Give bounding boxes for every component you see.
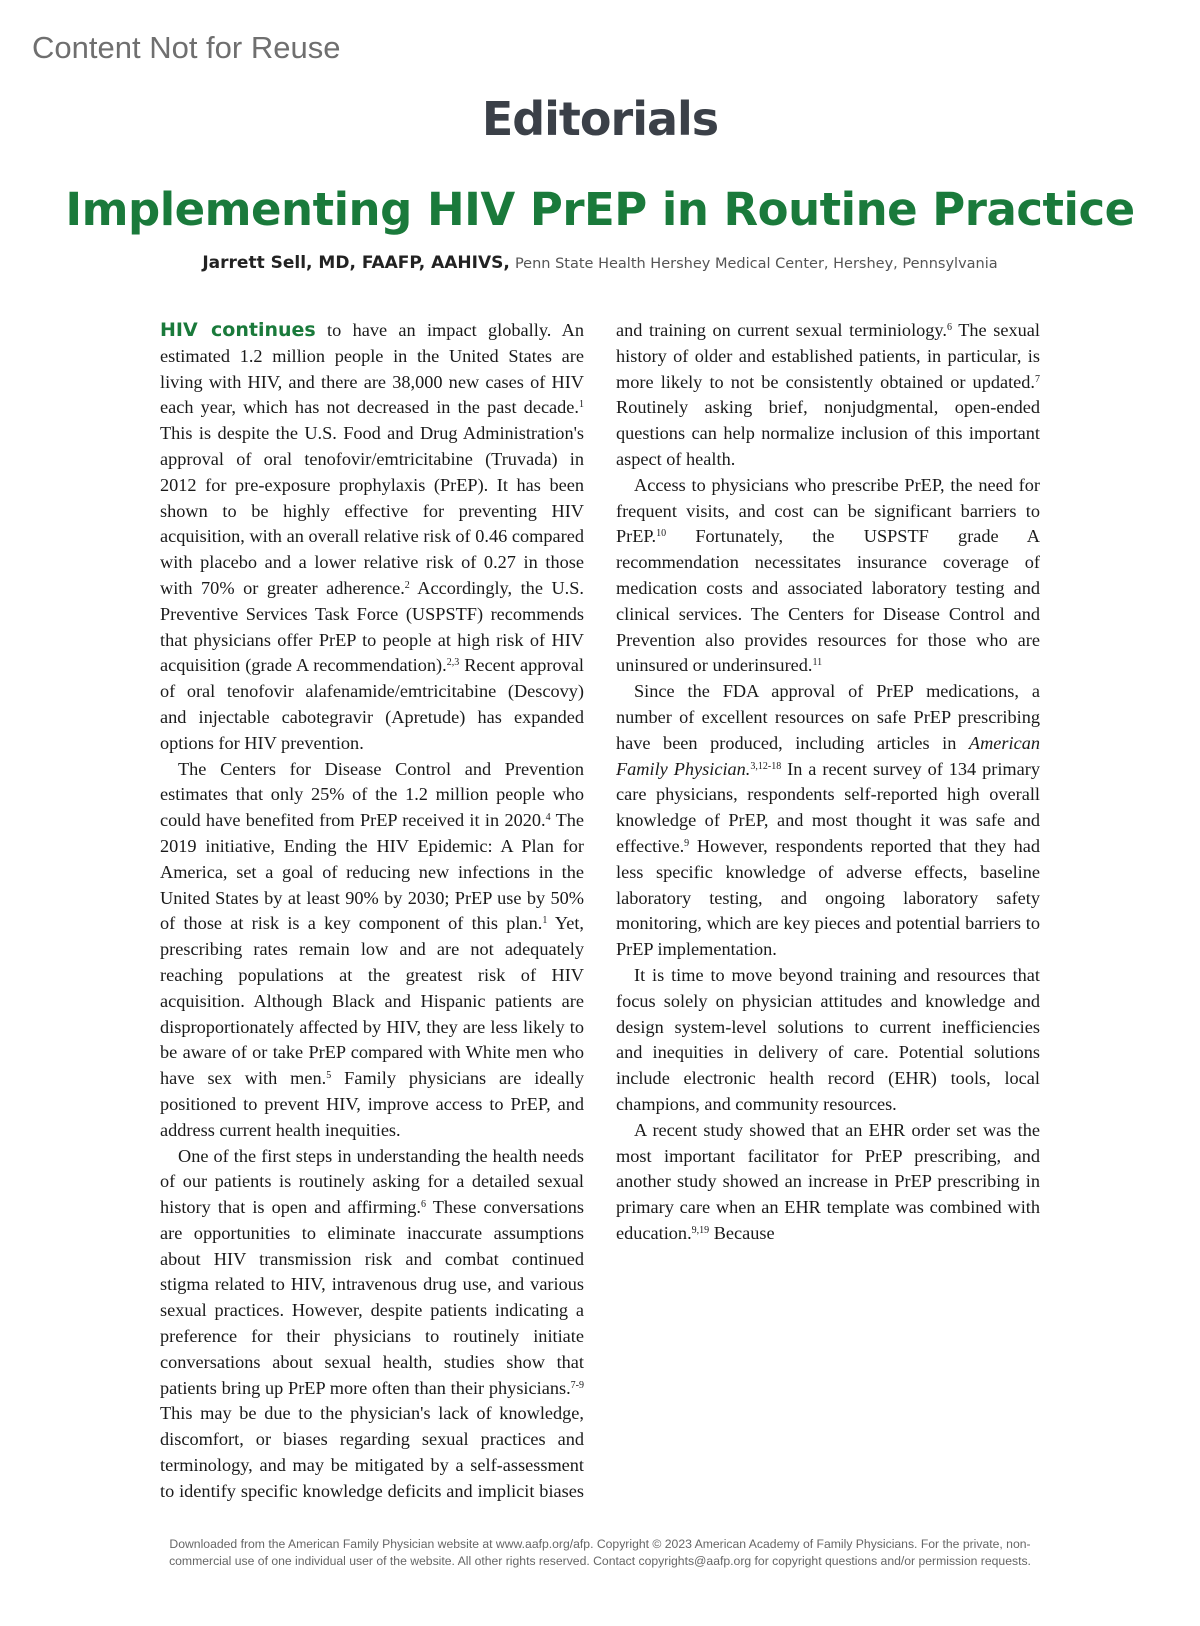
- text-run: A recent study showed that an EHR order set was the most important facilitator for PrEP prescribing, and another study showed an increase in PrEP prescribing in primary care when an EHR template was combined with education.: [616, 1119, 1040, 1243]
- citation: 10: [656, 528, 667, 540]
- citation: 1: [542, 915, 548, 927]
- text-run: It is time to move beyond training and resources that focus solely on physician attitudes and knowledge and design system-level solutions to current inefficiencies and inequities in delivery of care. Potential solutions include electronic health record (EHR) tools, local champions, and community resources.: [616, 964, 1040, 1114]
- paragraph: [160, 757, 584, 1144]
- paragraph: [616, 963, 1040, 1118]
- citation: 6: [946, 322, 952, 333]
- citation: 2,3: [446, 657, 460, 669]
- footer-line: Downloaded from the American Family Physician website at www.aafp.org/afp. Copyright © 2023 American Academy of Family Physicians. For the private, non-: [169, 1537, 1031, 1551]
- text-run: Access to physicians who prescribe PrEP, the need for frequent visits, and cost can be significant barriers to PrEP.: [616, 474, 1040, 547]
- article-title: Implementing HIV PrEP in Routine Practice: [65, 183, 1135, 236]
- citation: 3,12-18: [750, 760, 782, 772]
- lead-in: HIV continues: [160, 319, 316, 341]
- citation: 7-9: [570, 1379, 584, 1391]
- citation: 1: [579, 399, 584, 411]
- text-run: This may be due to the physician's lack of knowledge, discomfort, or biases regarding sexual practices and terminology, and may be mitigated by a self-assessment to identify specific knowledge deficits and implicit biases and training on current sexual terminiology.: [160, 320, 947, 1501]
- text-run: These conversations are opportunities to eliminate inaccurate assumptions about HIV transmission risk and combat continued stigma related to HIV, intravenous drug use, and various sexual practices. However, despite patients indicating a preference for their physicians to routinely initiate conversations about sexual health, studies show that patients bring up PrEP more often than their physicians.: [160, 1197, 584, 1398]
- text-run: Recent approval of oral tenofovir alafenamide/emtricitabine (Descovy) and injectable cabotegravir (Apretude) has expanded options for HIV prevention.: [160, 655, 584, 753]
- author-affiliation: Penn State Health Hershey Medical Center, Hershey, Pennsylvania: [514, 256, 998, 272]
- text-run: This is despite the U.S. Food and Drug Administration's approval of oral tenofovir/emtricitabine (Truvada) in 2012 for pre-exposure prophylaxis (PrEP). It has been shown to be highly effective for preventing HIV acquisition, with an overall relative risk of 0.46 compared with placebo and a lower relative risk of 0.27 in those with 70% or greater adherence.: [160, 423, 584, 598]
- citation: 5: [326, 1070, 332, 1082]
- text-run: to have an impact globally. An estimated 1.2 million people in the United States are living with HIV, and there are 38,000 new cases of HIV each year, which has not decreased in the past decade.: [160, 320, 584, 418]
- text-run: In a recent survey of 134 primary care physicians, respondents self-reported high overall knowledge of PrEP, and most thought it was safe and effective.: [616, 758, 1040, 856]
- byline: [0, 253, 1200, 273]
- text-run: However, respondents reported that they had less specific knowledge of adverse effects, baseline laboratory testing, and ongoing laboratory safety monitoring, which are key pieces and potential barriers to PrEP implementation.: [616, 835, 1040, 960]
- text-run: Since the FDA approval of PrEP medications, a number of excellent resources on safe PrEP prescribing have been produced, including articles in: [616, 681, 1040, 753]
- text-run: The sexual history of older and established patients, in particular, is more likely to not be consistently obtained or updated.: [616, 320, 1040, 392]
- journal-name: American Family Physician.: [616, 732, 1040, 779]
- paragraph: [616, 679, 1040, 963]
- text-run: Fortunately, the USPSTF grade A recommendation necessitates insurance coverage of medication costs and associated laboratory testing and clinical services. The Centers for Disease Control and Prevention also provides resources for those who are uninsured or underinsured.: [616, 526, 1040, 676]
- article-body: [160, 318, 1040, 1518]
- citation: 9,19: [691, 1224, 710, 1236]
- paragraph: [616, 473, 1040, 679]
- citation: 7: [1035, 373, 1040, 385]
- author-name: Jarrett Sell, MD, FAAFP, AAHIVS,: [202, 253, 510, 273]
- text-run: Yet, prescribing rates remain low and are not adequately reaching populations at the greatest risk of HIV acquisition. Although Black and Hispanic patients are disproportionately affected by HIV, they are less likely to be aware of or take PrEP compared with White men who have sex with men.: [160, 913, 584, 1089]
- text-run: Accordingly, the U.S. Preventive Services Task Force (USPSTF) recommends that physicians offer PrEP to people at high risk of HIV acquisition (grade A recommendation).: [160, 577, 584, 676]
- text-run: Routinely asking brief, nonjudgmental, open-ended questions can help normalize inclusion of this important aspect of health.: [616, 397, 1040, 469]
- text-run: The Centers for Disease Control and Prevention estimates that only 25% of the 1.2 million people who could have benefited from PrEP received it in 2020.: [160, 758, 584, 831]
- paragraph: [160, 318, 584, 757]
- paragraph: [616, 1118, 1040, 1247]
- watermark-text: Content Not for Reuse: [32, 30, 341, 65]
- citation: 6: [421, 1199, 426, 1211]
- text-run: The 2019 initiative, Ending the HIV Epidemic: A Plan for America, set a goal of reducing new infections in the United States by at least 90% by 2030; PrEP use by 50% of those at risk is a key component of this plan.: [160, 810, 584, 934]
- text-run: One of the first steps in understanding the health needs of our patients is routinely asking for a detailed sexual history that is open and affirming.: [160, 1145, 584, 1218]
- citation: 11: [812, 657, 823, 669]
- copyright-footer: [60, 1536, 1140, 1570]
- citation: 9: [684, 837, 690, 849]
- citation: 4: [545, 812, 551, 824]
- text-run: Because: [709, 1222, 775, 1243]
- section-heading: Editorials: [481, 92, 719, 146]
- citation: 2: [404, 579, 410, 591]
- footer-line: commercial use of one individual user of the website. All other rights reserved. Contact copyrights@aafp.org for copyright questions and/or permission requests.: [169, 1554, 1031, 1568]
- text-run: Family physicians are ideally positioned to prevent HIV, improve access to PrEP, and address current health inequities.: [160, 1068, 585, 1140]
